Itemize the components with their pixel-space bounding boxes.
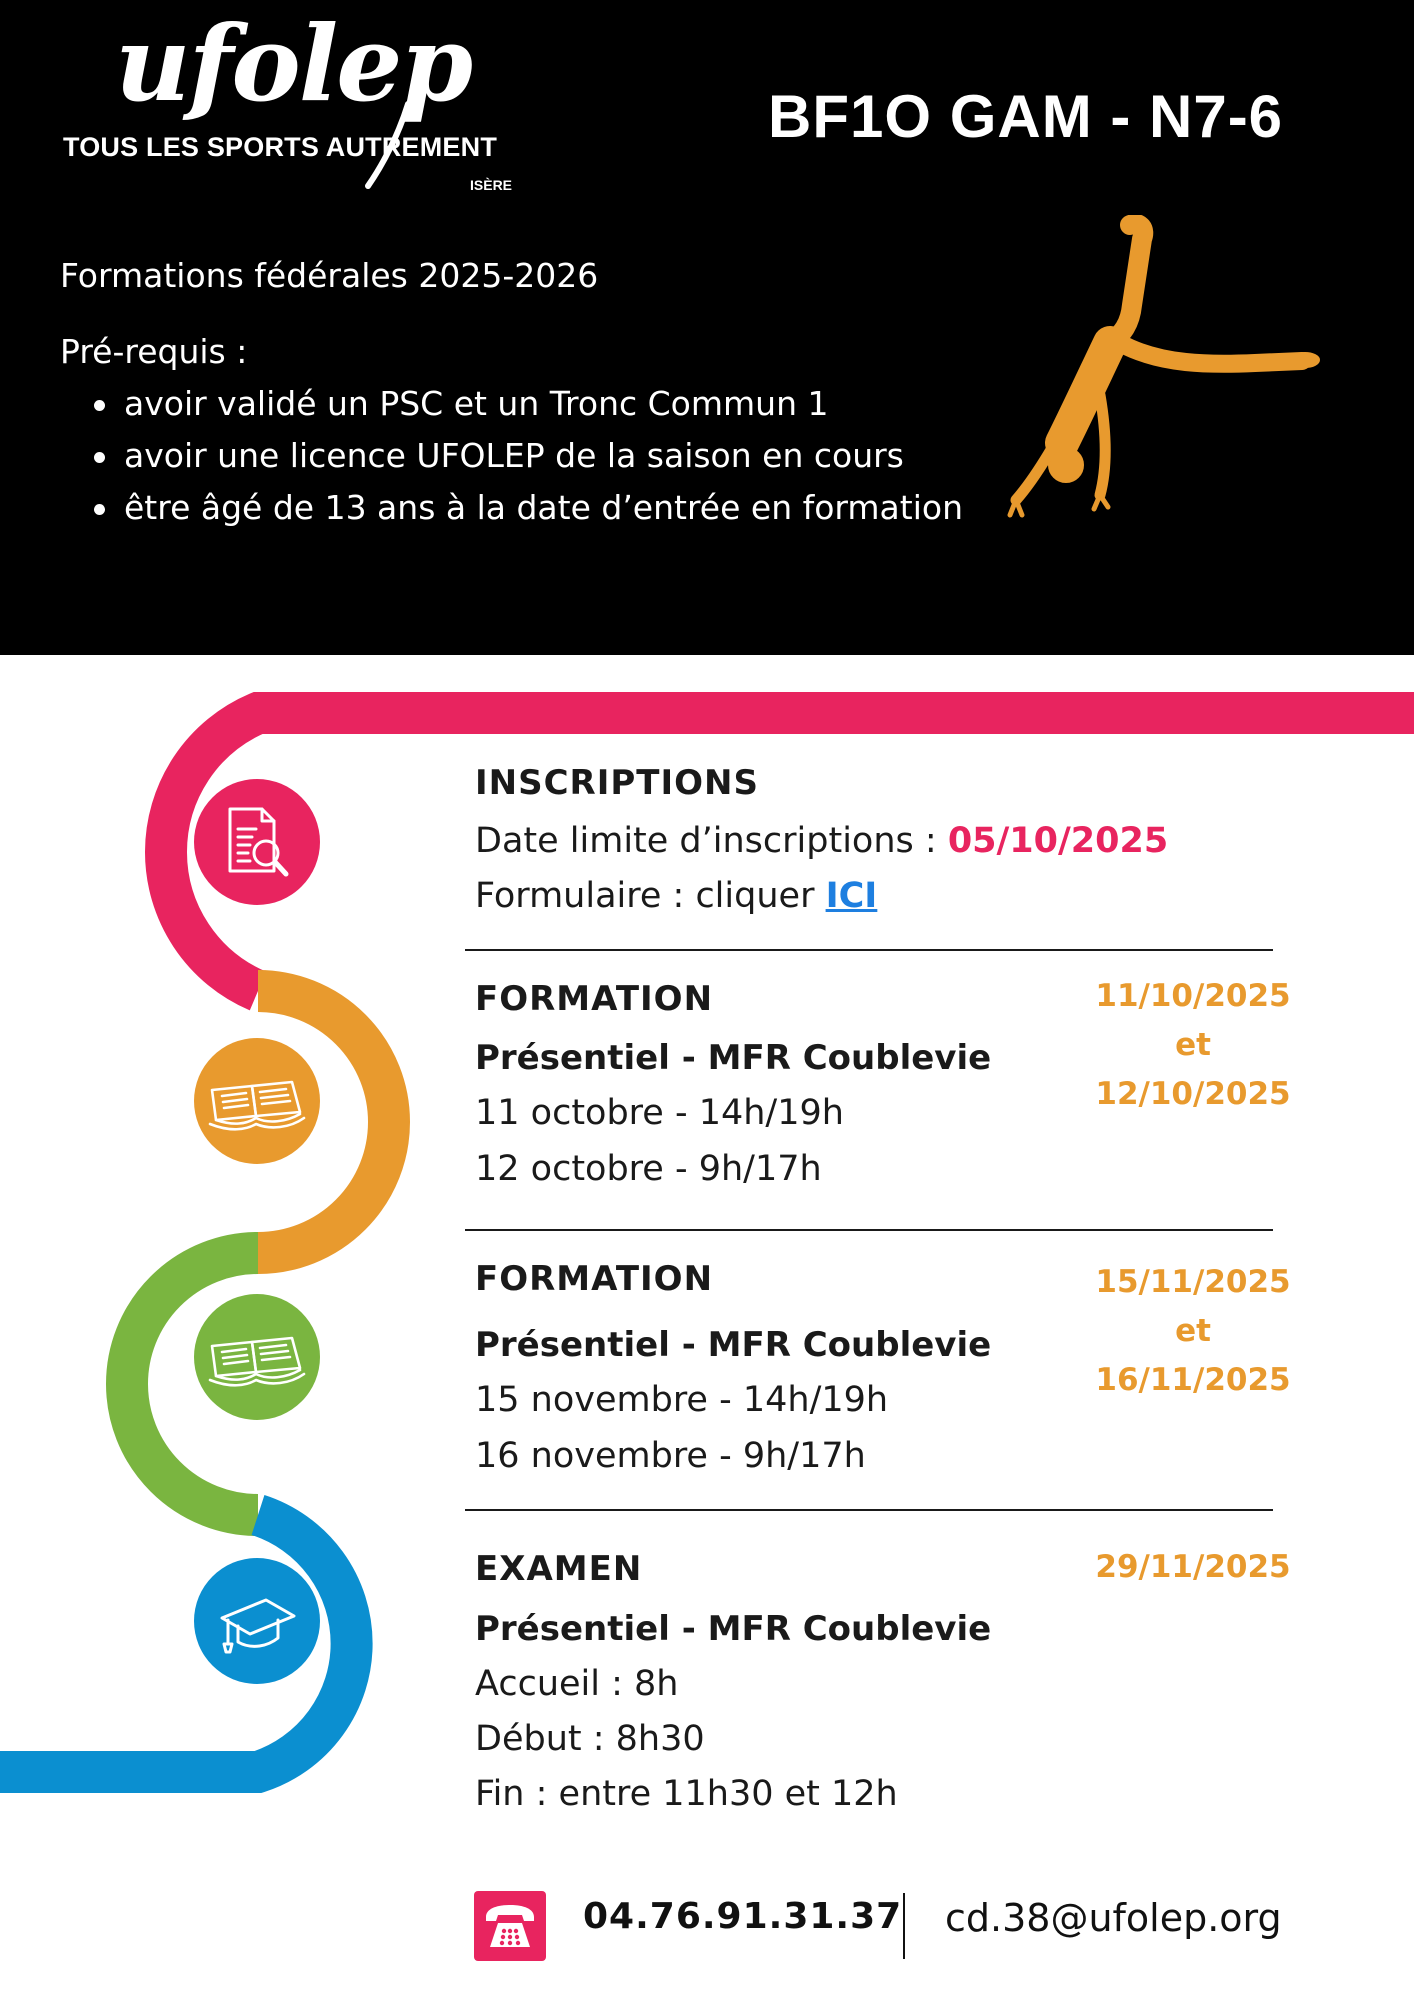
inscriptions-step-badge: [194, 779, 320, 905]
page-title: BF1O GAM - N7-6: [768, 83, 1284, 150]
formation1-location: Présentiel - MFR Coublevie: [475, 1038, 992, 1078]
examen-line: Accueil : 8h: [475, 1664, 679, 1704]
formation2-dates: [1088, 1258, 1298, 1405]
open-book-icon: [194, 1294, 320, 1420]
phone-badge: [474, 1891, 546, 1961]
deadline-date: 05/10/2025: [947, 821, 1169, 861]
formation2-date-start: 15/11/2025: [1095, 1264, 1291, 1300]
examen-heading: EXAMEN: [475, 1549, 643, 1589]
formation1-line: 12 octobre - 9h/17h: [475, 1149, 822, 1189]
inscriptions-heading: INSCRIPTIONS: [475, 763, 759, 803]
deadline-label: Date limite d’inscriptions :: [475, 821, 948, 861]
formation2-line: 15 novembre - 14h/19h: [475, 1380, 889, 1420]
examen-date: 29/11/2025: [1095, 1549, 1291, 1585]
prerequisites-list: [60, 378, 963, 534]
formation1-date-start: 11/10/2025: [1095, 978, 1291, 1014]
formation1-line: 11 octobre - 14h/19h: [475, 1093, 844, 1133]
section-divider: [465, 1229, 1273, 1231]
section-divider: [465, 1509, 1273, 1511]
cartwheel-gymnast-icon: [990, 215, 1320, 525]
email-address[interactable]: cd.38@ufolep.org: [945, 1896, 1282, 1940]
page-subtitle: Formations fédérales 2025-2026: [60, 256, 599, 295]
formation2-heading: FORMATION: [475, 1259, 714, 1299]
footer-divider: [903, 1893, 905, 1959]
prerequisite-item: avoir une licence UFOLEP de la saison en cours: [60, 430, 963, 482]
section-divider: [465, 949, 1273, 951]
form-line: [475, 876, 877, 916]
deadline-line: [475, 821, 1168, 861]
formation2-line: 16 novembre - 9h/17h: [475, 1436, 866, 1476]
examen-step-badge: [194, 1558, 320, 1684]
formation2-step-badge: [194, 1294, 320, 1420]
formation2-location: Présentiel - MFR Coublevie: [475, 1325, 992, 1365]
prerequisites-label: Pré-requis :: [60, 332, 248, 371]
formation1-heading: FORMATION: [475, 979, 714, 1019]
graduation-cap-icon: [194, 1558, 320, 1684]
examen-date-block: [1088, 1543, 1298, 1592]
prerequisite-item: être âgé de 13 ans à la date d’entrée en formation: [60, 482, 963, 534]
phone-number[interactable]: 04.76.91.31.37: [583, 1896, 903, 1937]
examen-line: Fin : entre 11h30 et 12h: [475, 1774, 898, 1814]
ufolep-logo: [60, 2, 530, 200]
logo-tagline: TOUS LES SPORTS AUTREMENT: [63, 132, 498, 162]
header-banner: [0, 0, 1414, 655]
logo-wordmark: ufolep: [115, 2, 472, 125]
examen-location: Présentiel - MFR Coublevie: [475, 1609, 992, 1649]
formation1-dates: [1088, 972, 1298, 1119]
formation1-date-and: et: [1175, 1027, 1211, 1063]
formation1-step-badge: [194, 1038, 320, 1164]
form-link[interactable]: ICI: [825, 876, 878, 916]
telephone-icon: [474, 1891, 546, 1961]
formation2-date-and: et: [1175, 1313, 1211, 1349]
formation2-date-end: 16/11/2025: [1095, 1362, 1291, 1398]
prerequisite-item: avoir validé un PSC et un Tronc Commun 1: [60, 378, 963, 430]
examen-line: Début : 8h30: [475, 1719, 705, 1759]
open-book-icon: [194, 1038, 320, 1164]
form-label: Formulaire : cliquer: [475, 876, 826, 916]
logo-region: ISÈRE: [470, 177, 513, 193]
formation1-date-end: 12/10/2025: [1095, 1076, 1291, 1112]
document-search-icon: [194, 779, 320, 905]
